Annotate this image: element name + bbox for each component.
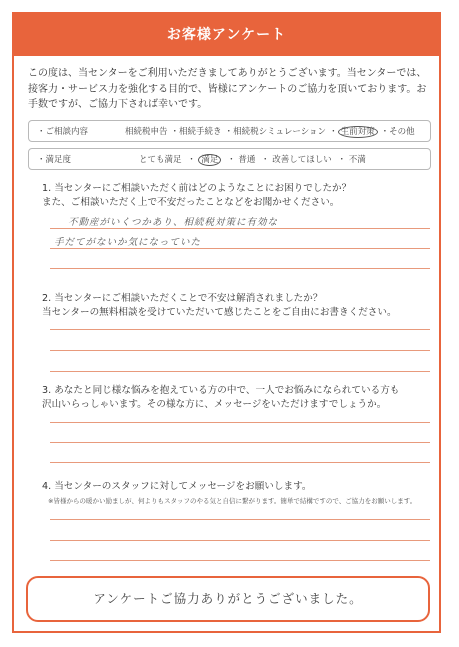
answer-rule <box>50 268 430 269</box>
consult-type-label: ・ご相談内容 <box>37 127 89 137</box>
answer-rule <box>50 329 430 330</box>
answer-rule <box>50 519 430 520</box>
consult-option[interactable]: 相続手続き <box>179 127 222 137</box>
intro-text: この度は、当センターをご利用いただきましてありがとうございます。当センターでは、接客力・サービス力を強化する目的で、皆様にアンケートのご協力を頂いております。お手数ですが、ご協力下されば幸いです。 <box>28 68 427 110</box>
answer-rule <box>50 248 430 249</box>
answer-rule <box>50 350 430 351</box>
answer-1-line-2: 手だてがないか気になっていた <box>54 237 202 248</box>
answer-rule <box>50 442 430 443</box>
satisfaction-option[interactable]: 普通 <box>238 155 256 165</box>
answer-rule <box>50 540 430 541</box>
consult-option[interactable]: その他 <box>389 127 415 137</box>
form-title: お客様アンケート <box>14 14 439 56</box>
consult-type-options: 相続税申告 ・相続手続き ・相続税シミュレーション ・ 生前対策 ・その他 <box>125 127 415 137</box>
question-2: 2. 当センターにご相談いただくことで不安は解消されましたか？ 当センターの無料相談を受けていただいて感じたことをご自由にお書きください。 <box>42 293 397 318</box>
consult-option[interactable]: 相続税シミュレーション <box>233 127 327 137</box>
consult-type-box <box>28 120 431 142</box>
survey-form <box>12 12 441 633</box>
answer-rule <box>50 560 430 561</box>
answer-rule <box>50 422 430 423</box>
satisfaction-option[interactable]: とても満足 <box>139 155 182 165</box>
question-3: 3. あなたと同じ様な悩みを抱えている方の中で、一人でお悩みになられている方も 沢山いらっしゃいます。その様な方に、メッセージをいただけますでしょうか。 <box>42 385 400 410</box>
satisfaction-label: ・満足度 <box>37 155 72 165</box>
answer-1-line-1: 不動産がいくつかあり、相続税対策に有効な <box>68 217 279 228</box>
thank-you-banner: アンケートご協力ありがとうございました。 <box>26 576 430 622</box>
satisfaction-options: とても満足 ・ 満足 ・ 普通 ・ 改善してほしい ・ 不満 <box>139 155 366 165</box>
question-1: 1. 当センターにご相談いただく前はどのようなことにお困りでしたか？ また、ご相談いただく上で不安だったことなどをお聞かせください。 <box>42 183 352 208</box>
satisfaction-option[interactable]: 改善してほしい <box>272 155 332 165</box>
answer-rule <box>50 462 430 463</box>
question-4: 4. 当センターのスタッフに対してメッセージをお願いします。 <box>42 481 312 492</box>
satisfaction-box <box>28 148 431 170</box>
answer-rule <box>50 371 430 372</box>
satisfaction-option-selected[interactable]: 満足 <box>198 154 221 166</box>
question-4-note: ※皆様からの暖かい励ましが、何よりもスタッフのやる気と自信に繋がります。簡単で結構ですので、ご協力をお願いします。 <box>48 497 417 505</box>
satisfaction-option[interactable]: 不満 <box>348 155 366 165</box>
answer-rule <box>50 228 430 229</box>
consult-option[interactable]: 相続税申告 <box>125 127 168 137</box>
consult-option-selected[interactable]: 生前対策 <box>338 126 378 138</box>
